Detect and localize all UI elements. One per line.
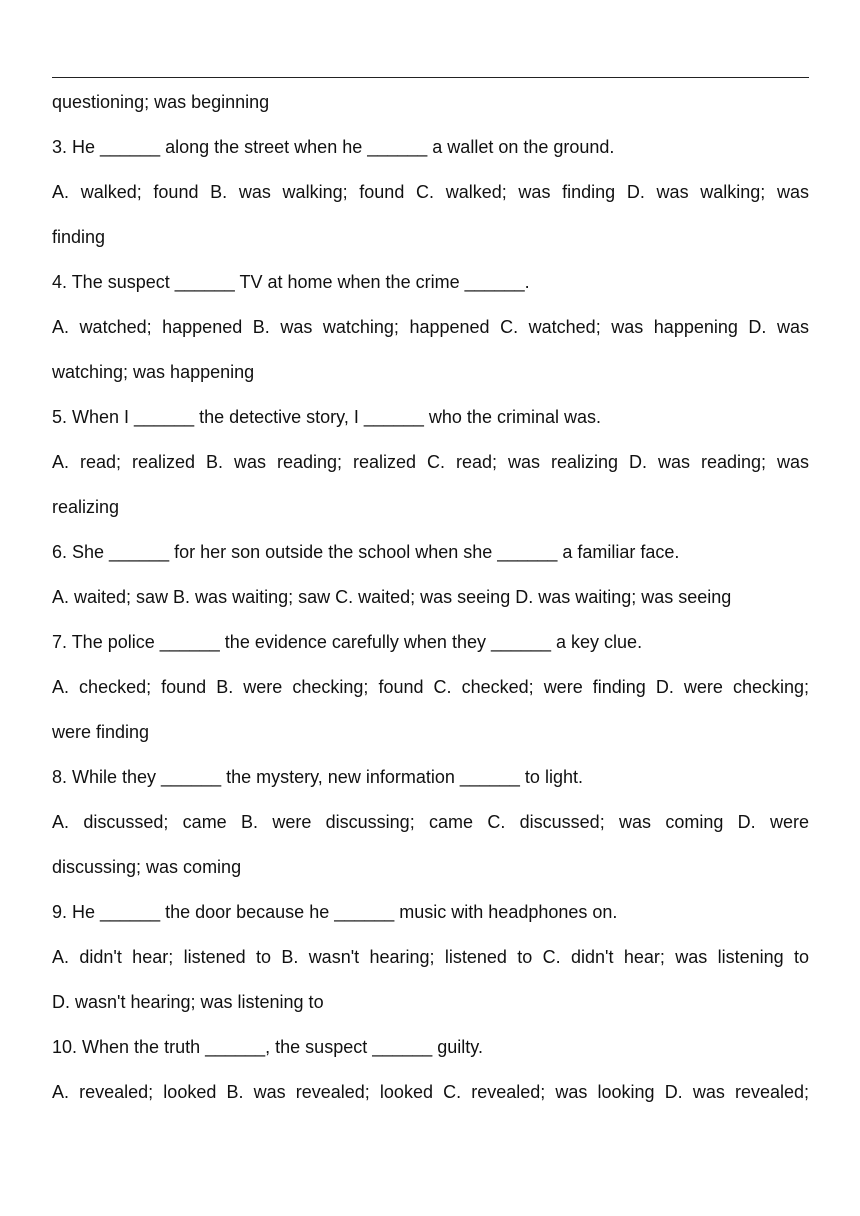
question-8: 8. While they ______ the mystery, new information ______ to light. [52, 767, 583, 787]
text-line: realizing [52, 497, 120, 517]
question-5: 5. When I ______ the detective story, I ______ who the criminal was. [52, 407, 601, 427]
options-5: A. read; realized B. was reading; realized C. read; was realizing D. was reading; was [52, 452, 809, 472]
question-4: 4. The suspect ______ TV at home when the crime ______. [52, 272, 530, 292]
text-line: questioning; was beginning [52, 92, 270, 112]
header-rule [52, 77, 809, 78]
document-body [52, 80, 809, 1115]
options-10: A. revealed; looked B. was revealed; looked C. revealed; was looking D. was revealed; [52, 1082, 809, 1102]
question-6: 6. She ______ for her son outside the school when she ______ a familiar face. [52, 542, 680, 562]
question-10: 10. When the truth ______, the suspect ______ guilty. [52, 1037, 483, 1057]
options-7: A. checked; found B. were checking; found C. checked; were finding D. were checking; [52, 677, 809, 697]
text-line: D. wasn't hearing; was listening to [52, 992, 324, 1012]
options-4: A. watched; happened B. was watching; happened C. watched; was happening D. was [52, 317, 809, 337]
question-7: 7. The police ______ the evidence carefully when they ______ a key clue. [52, 632, 643, 652]
text-line: finding [52, 227, 106, 247]
text-line: were finding [52, 722, 150, 742]
text-line: watching; was happening [52, 362, 255, 382]
options-6: A. waited; saw B. was waiting; saw C. waited; was seeing D. was waiting; was seeing [52, 587, 732, 607]
text-line: discussing; was coming [52, 857, 242, 877]
options-9: A. didn't hear; listened to B. wasn't hearing; listened to C. didn't hear; was listening to [52, 947, 809, 967]
question-3: 3. He ______ along the street when he ______ a wallet on the ground. [52, 137, 615, 157]
question-9: 9. He ______ the door because he ______ music with headphones on. [52, 902, 618, 922]
options-8: A. discussed; came B. were discussing; came C. discussed; was coming D. were [52, 812, 809, 832]
options-3: A. walked; found B. was walking; found C. walked; was finding D. was walking; was [52, 182, 809, 202]
